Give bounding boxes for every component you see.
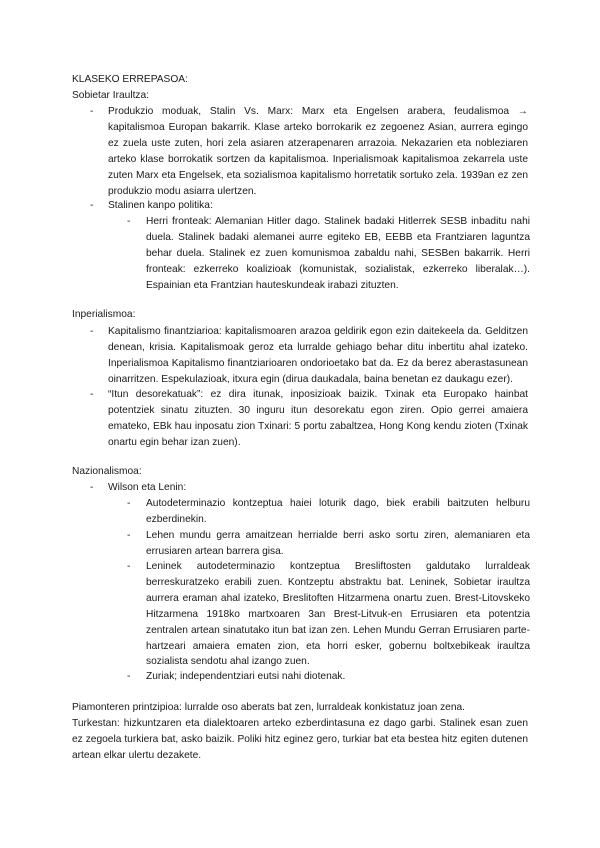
bullet-dash: - (127, 561, 131, 572)
sub-item-autodeterminazio: Autodeterminazio kontzeptua haiei loturik dago, biek erabili baitzuten helburu ezberdinekin. (146, 498, 530, 525)
paragraph-piamonte: Piamonteren printzipioa: lurralde oso aberats bat zen, lurraldeak konkistatuz joan zena. (72, 702, 466, 713)
bullet-dash: - (127, 216, 131, 227)
bullet-dash: - (127, 671, 131, 682)
section-heading-inperialismoa: Inperialismoa: (72, 309, 136, 320)
document-title: KLASEKO ERREPASOA: (72, 74, 188, 85)
sub-item-herri-fronteak: Herri fronteak: Alemanian Hitler dago. Stalinek badaki Hitlerrek SESB inbaditu nahi duela. Stalinek badaki alemanei aurre egiteko EB, EEBB eta Frantziaren laguntza behar duela. Stalinek ez zuen komunismoa zabaldu nahi, SESBen bakarrik. Herri fronteak: ezkerreko koalizioak (komunistak, sozialistak, ezkerreko liberalak…). Espainian eta Frantzian hauteskundeak irabazi zituzten. (146, 216, 530, 291)
bullet-dash: - (127, 530, 131, 541)
bullet-dash: - (127, 498, 131, 509)
list-item-stalinen-kanpo-politika: Stalinen kanpo politika: (108, 200, 213, 211)
list-item-produkzio-moduak: Produkzio moduak, Stalin Vs. Marx: Marx eta Engelsen arabera, feudalismoa → kapitalismoa Europan bakarrik. Klase arteko borrokarik ez zegoenez Asian, aurrera egingo ez zuela uste zuten, hori zela asiaren atzerapenaren arrazoia. Nekazarien eta nobleziaren arteko klase borrokatik sortzen da kapitalismoa. Inperialismoak kapitalismoa zekarrela uste zuten Marx eta Engelsek, eta sozialismoa kapitalismo horretatik sortuko zela. 1939an ez zen produkzio modu asiarra ulertzen. (108, 106, 528, 197)
bullet-dash: - (90, 106, 94, 117)
sub-item-leninek: Leninek autodeterminazio kontzeptua Bresliftosten galdutako lurraldeak berreskuratzeko erabili zuen. Kontzeptu abstraktu bat. Leninek, Sobietar iraultza aurrera eraman ahal izateko, Breslitoften Hitzarmena onartu zuen. Brest-Litovskeko Hitzarmena 1918ko martxoaren 3an Brest-Litvuk-en Errusiaren eta potentzia zentralen artean sinatutako itun bat izan zen. Lehen Mundu Gerran Errusiaren parte-hartzeari amaiera ematen zion, eta horri esker, gobernu boltxebikeak iraultza sozialista sendotu ahal izango zuen. (146, 561, 530, 668)
bullet-dash: - (90, 389, 94, 400)
paragraph-turkestan: Turkestan: hizkuntzaren eta dialektoaren arteko ezberdintasuna ez dago garbi. Stalinek esan zuen ez zegoela turkiera bat, asko baizik. Poliki hitz eginez gero, turkiar bat eta bestea hitz egiten dutenen artean elkar ulertu dezakete. (72, 718, 528, 761)
bullet-dash: - (90, 482, 94, 493)
list-item-wilson-eta-lenin: Wilson eta Lenin: (108, 482, 187, 493)
section-heading-nazionalismoa: Nazionalismoa: (72, 466, 142, 477)
list-item-kapitalismo-finantziarioa: Kapitalismo finantziarioa: kapitalismoaren arazoa geldirik egon ezin daitekeela da. Gelditzen denean, krisia. Kapitalismoak geroz eta lurralde gehiago behar ditu inbertitu ahal izateko. Inperialismoa Kapitalismo finantziarioaren ondorioetako bat da. Ez da berez aberastasunean oinarritzen. Espekulazioak, itxura egin (dirua daukadala, baina benetan ez daukagu ezer). (108, 326, 528, 385)
sub-item-zuriak: Zuriak; independentziari eutsi nahi diotenak. (146, 671, 346, 682)
list-item-itun-desorekatuak: “Itun desorekatuak”: ez dira itunak, inposizioak baizik. Txinak eta Europako hainbat potentziek sinatu zituzten. 30 inguru itun desorekatu egon ziren. Opio gerrei amaiera emateko, EBk hau inposatu zion Txinari: 5 portu zabaltzea, Hong Kong kendu zioten (Txinak onartu egin behar izan zuen). (108, 389, 528, 448)
sub-item-lehen-mundu-gerra: Lehen mundu gerra amaitzean herrialde berri asko sortu ziren, alemaniaren eta errusiaren artean barrera gisa. (146, 530, 530, 557)
section-heading-sobietar: Sobietar Iraultza: (72, 90, 150, 101)
bullet-dash: - (90, 200, 94, 211)
bullet-dash: - (90, 326, 94, 337)
